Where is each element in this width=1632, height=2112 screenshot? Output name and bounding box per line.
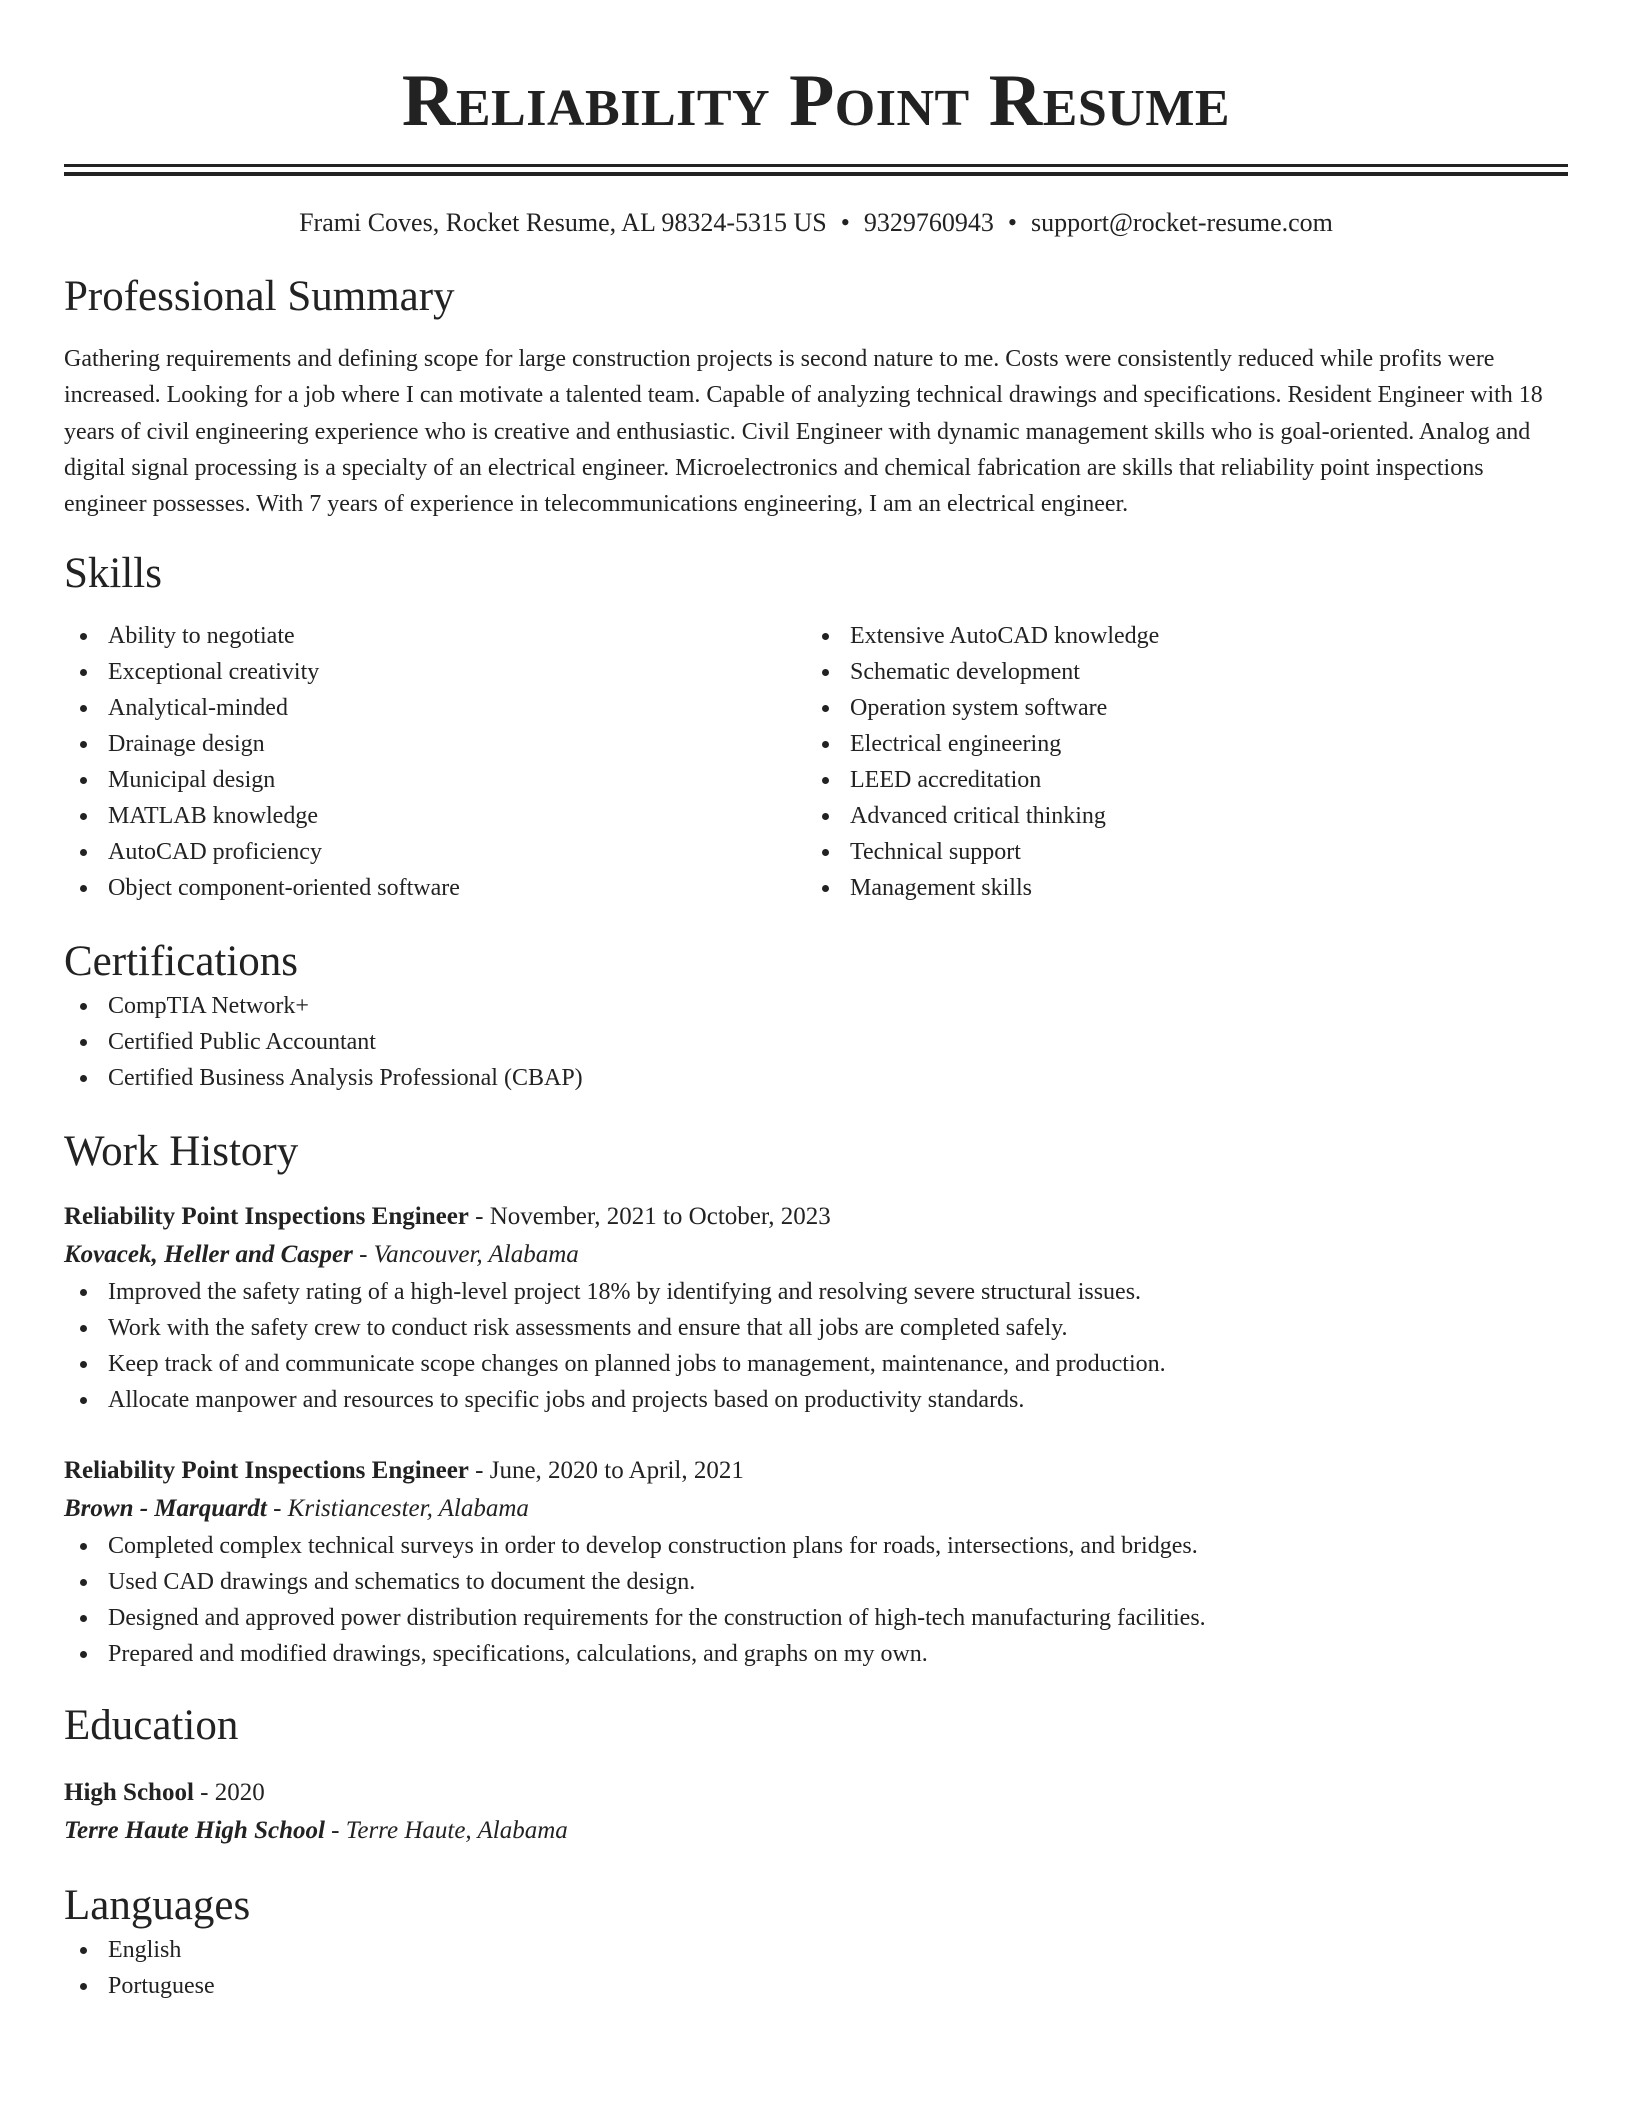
job-bullets: [64, 1274, 1568, 1418]
education-year: - 2020: [193, 1779, 265, 1807]
job-bullet-text: Improved the safety rating of a high-level project 18% by identifying and resolving severe structural issues.: [108, 1279, 1142, 1306]
bullet-icon: [80, 1003, 87, 1010]
job-bullet: [64, 1564, 1568, 1600]
skill-item: [64, 690, 806, 726]
contact-line: [64, 207, 1568, 239]
job-location: - Vancouver, Alabama: [352, 1241, 579, 1269]
summary-text: Gathering requirements and defining scope for large construction projects is second nature to me. Costs were consistently reduced while profits were increased. Looking for a job where I can motivate a talented team. Capable of analyzing technical drawings and specifications. Resident Engineer with 18 years of civil engineering experience who is creative and enthusiastic. Civil Engineer with dynamic management skills who is goal-oriented. Analog and digital signal processing is a specialty of an electrical engineer. Microelectronics and chemical fabrication are skills that reliability point inspections engineer possesses. With 7 years of experience in telecommunications engineering, I am an electrical engineer.: [64, 346, 1543, 518]
bullet-icon: [80, 1651, 87, 1658]
skill-item: [806, 654, 1548, 690]
contact-separator: •: [840, 208, 850, 237]
bullet-icon: [80, 777, 87, 784]
languages-heading: Languages: [64, 1882, 251, 1930]
job-bullet-text: Used CAD drawings and schematics to document the design.: [108, 1569, 696, 1596]
skill-item: [806, 834, 1548, 870]
job-entry: [64, 1452, 1568, 1672]
job-company: Brown - Marquardt: [64, 1495, 267, 1523]
skill-label: Drainage design: [108, 731, 265, 758]
education-degree: High School: [64, 1779, 194, 1807]
contact-email[interactable]: support@rocket-resume.com: [1030, 208, 1333, 237]
skill-label: MATLAB knowledge: [108, 803, 318, 830]
contact-address: Frami Coves, Rocket Resume, AL 98324-5315 US: [299, 208, 827, 237]
bullet-icon: [80, 885, 87, 892]
bullet-icon: [80, 633, 87, 640]
job-entry: [64, 1198, 1568, 1418]
skill-label: AutoCAD proficiency: [108, 839, 322, 866]
job-bullet-text: Allocate manpower and resources to specific jobs and projects based on productivity standards.: [108, 1387, 1025, 1414]
skills-left-list: [64, 618, 806, 906]
skill-item: [806, 726, 1548, 762]
bullet-icon: [80, 1615, 87, 1622]
skills-right-list: [806, 618, 1548, 906]
job-bullet-text: Completed complex technical surveys in order to develop construction plans for roads, intersections, and bridges.: [108, 1533, 1198, 1560]
job-bullet-text: Designed and approved power distribution requirements for the construction of high-tech manufacturing facilities.: [108, 1605, 1206, 1632]
job-company: Kovacek, Heller and Casper: [64, 1241, 353, 1269]
bullet-icon: [80, 705, 87, 712]
certification-label: Certified Public Accountant: [108, 1029, 376, 1056]
title-double-rule: [64, 164, 1568, 176]
bullet-icon: [80, 1397, 87, 1404]
language-label: English: [108, 1937, 182, 1964]
skill-label: Electrical engineering: [850, 731, 1062, 758]
job-bullet: [64, 1528, 1568, 1564]
skill-item: [64, 654, 806, 690]
skill-item: [64, 726, 806, 762]
bullet-icon: [80, 849, 87, 856]
bullet-icon: [80, 1289, 87, 1296]
skills-heading: Skills: [64, 550, 162, 598]
bullet-icon: [822, 885, 829, 892]
job-company-line: [64, 1490, 1568, 1528]
bullet-icon: [80, 1947, 87, 1954]
certifications-list: [64, 988, 1568, 1096]
skill-item: [806, 798, 1548, 834]
bullet-icon: [80, 1039, 87, 1046]
skill-item: [64, 762, 806, 798]
job-bullet-text: Work with the safety crew to conduct risk assessments and ensure that all jobs are completed safely.: [108, 1315, 1068, 1342]
bullet-icon: [80, 1543, 87, 1550]
certifications-heading: Certifications: [64, 938, 299, 986]
skill-label: Advanced critical thinking: [850, 803, 1106, 830]
skill-item: [806, 762, 1548, 798]
education-entry: [64, 1774, 1568, 1850]
skill-label: Municipal design: [108, 767, 276, 794]
job-bullet: [64, 1346, 1568, 1382]
job-bullet: [64, 1382, 1568, 1418]
languages-list: [64, 1932, 1568, 2004]
certification-label: Certified Business Analysis Professional (CBAP): [108, 1065, 583, 1092]
job-company-line: [64, 1236, 1568, 1274]
bullet-icon: [822, 705, 829, 712]
bullet-icon: [822, 633, 829, 640]
skill-label: Operation system software: [850, 695, 1108, 722]
certification-item: [64, 1024, 1568, 1060]
certification-item: [64, 1060, 1568, 1096]
certification-item: [64, 988, 1568, 1024]
certification-label: CompTIA Network+: [108, 993, 309, 1020]
job-title-line: [64, 1198, 1568, 1236]
language-item: [64, 1968, 1568, 2004]
contact-phone[interactable]: 9329760943: [863, 208, 994, 237]
bullet-icon: [822, 777, 829, 784]
job-bullets: [64, 1528, 1568, 1672]
bullet-icon: [80, 1075, 87, 1082]
bullet-icon: [822, 813, 829, 820]
skills-columns: [64, 618, 1568, 906]
bullet-icon: [80, 1579, 87, 1586]
bullet-icon: [80, 669, 87, 676]
skill-label: LEED accreditation: [850, 767, 1042, 794]
bullet-icon: [822, 669, 829, 676]
job-bullet: [64, 1600, 1568, 1636]
job-bullet: [64, 1636, 1568, 1672]
education-school-line: [64, 1812, 1568, 1850]
education-degree-line: [64, 1774, 1568, 1812]
skill-item: [806, 870, 1548, 906]
summary-heading: Professional Summary: [64, 273, 455, 320]
bullet-icon: [80, 1361, 87, 1368]
job-title: Reliability Point Inspections Engineer: [64, 1203, 469, 1231]
job-title: Reliability Point Inspections Engineer: [64, 1457, 469, 1485]
skill-item: [64, 870, 806, 906]
job-dates: - November, 2021 to October, 2023: [468, 1203, 831, 1231]
contact-separator: •: [1007, 208, 1017, 237]
skill-label: Ability to negotiate: [108, 623, 295, 650]
bullet-icon: [822, 849, 829, 856]
skill-item: [64, 798, 806, 834]
skill-item: [806, 690, 1548, 726]
language-label: Portuguese: [108, 1973, 215, 2000]
skill-item: [806, 618, 1548, 654]
job-location: - Kristiancester, Alabama: [266, 1495, 529, 1523]
skill-item: [64, 834, 806, 870]
job-bullet-text: Keep track of and communicate scope changes on planned jobs to management, maintenance, and production.: [108, 1351, 1166, 1378]
bullet-icon: [822, 741, 829, 748]
resume-page: [64, 0, 1568, 2004]
education-heading: Education: [64, 1702, 239, 1750]
work-history-heading: Work History: [64, 1128, 299, 1176]
skill-label: Analytical-minded: [108, 695, 288, 722]
skill-label: Management skills: [850, 875, 1032, 902]
language-item: [64, 1932, 1568, 1968]
job-bullet-text: Prepared and modified drawings, specifications, calculations, and graphs on my own.: [108, 1641, 928, 1668]
job-bullet: [64, 1274, 1568, 1310]
job-title-line: [64, 1452, 1568, 1490]
bullet-icon: [80, 741, 87, 748]
skill-item: [64, 618, 806, 654]
job-dates: - June, 2020 to April, 2021: [468, 1457, 744, 1485]
bullet-icon: [80, 1983, 87, 1990]
skill-label: Schematic development: [850, 659, 1080, 686]
bullet-icon: [80, 1325, 87, 1332]
education-school: Terre Haute High School: [64, 1817, 325, 1845]
skill-label: Exceptional creativity: [108, 659, 320, 686]
skill-label: Technical support: [850, 839, 1021, 866]
job-bullet: [64, 1310, 1568, 1346]
skill-label: Object component-oriented software: [108, 875, 460, 902]
education-location: - Terre Haute, Alabama: [324, 1817, 568, 1845]
resume-title: Reliability Point Resume: [401, 60, 1231, 142]
bullet-icon: [80, 813, 87, 820]
skill-label: Extensive AutoCAD knowledge: [850, 623, 1160, 650]
